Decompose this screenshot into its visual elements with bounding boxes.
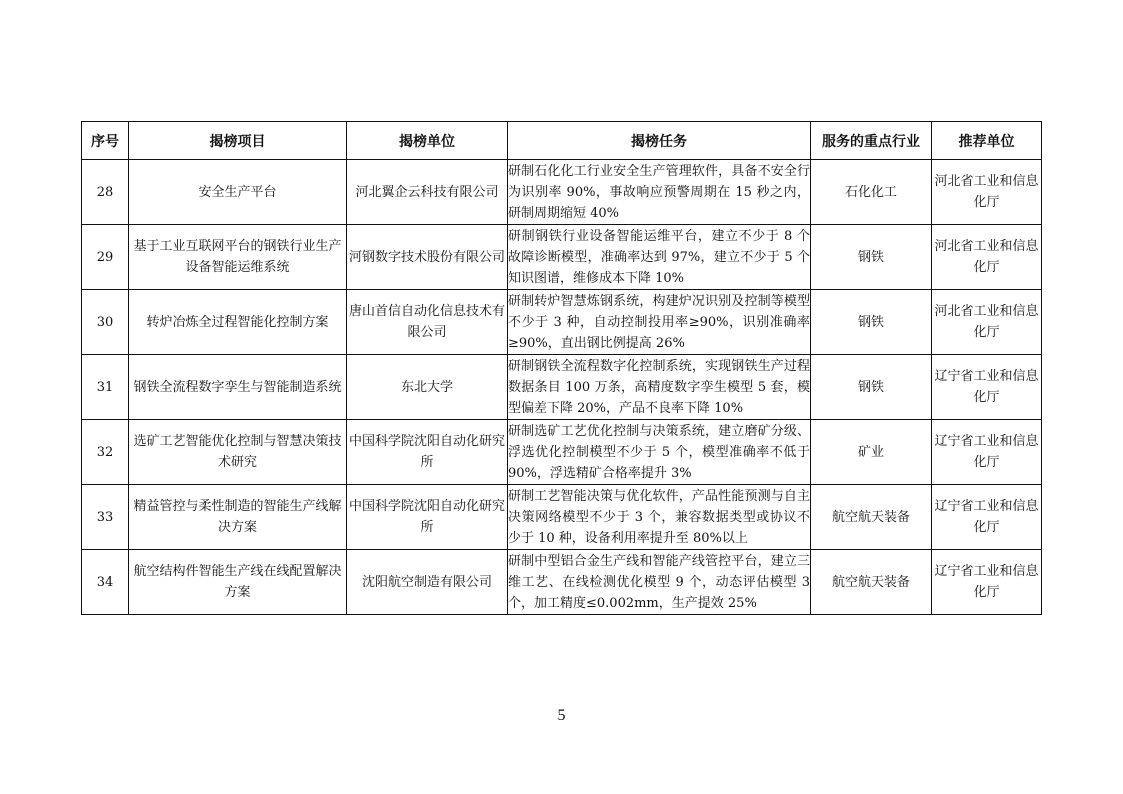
cell-unit: 唐山首信自动化信息技术有限公司 — [347, 290, 508, 355]
cell-no: 34 — [82, 550, 129, 615]
cell-no: 29 — [82, 225, 129, 290]
cell-task: 研制钢铁行业设备智能运维平台，建立不少于 8 个故障诊断模型，准确率达到 97%，建立不少于 5 个知识图谱，维修成本下降 10% — [508, 225, 811, 290]
cell-recommender: 辽宁省工业和信息化厅 — [932, 550, 1042, 615]
cell-industry: 航空航天装备 — [811, 485, 932, 550]
header-no: 序号 — [82, 122, 129, 160]
cell-recommender: 河北省工业和信息化厅 — [932, 160, 1042, 225]
cell-unit: 沈阳航空制造有限公司 — [347, 550, 508, 615]
page-number: 5 — [557, 707, 566, 724]
cell-recommender: 辽宁省工业和信息化厅 — [932, 355, 1042, 420]
cell-unit: 河北翼企云科技有限公司 — [347, 160, 508, 225]
table-row — [82, 355, 1042, 420]
cell-unit: 中国科学院沈阳自动化研究所 — [347, 485, 508, 550]
table-row — [82, 290, 1042, 355]
cell-industry: 钢铁 — [811, 355, 932, 420]
challenge-table — [81, 121, 1042, 615]
cell-task: 研制钢铁全流程数字化控制系统，实现钢铁生产过程数据条目 100 万条，高精度数字孪生模型 5 套，模型偏差下降 20%，产品不良率下降 10% — [508, 355, 811, 420]
header-task: 揭榜任务 — [508, 122, 811, 160]
cell-industry: 矿业 — [811, 420, 932, 485]
cell-industry: 钢铁 — [811, 290, 932, 355]
header-project: 揭榜项目 — [129, 122, 347, 160]
table-header-row — [82, 122, 1042, 160]
table-row — [82, 225, 1042, 290]
table-row — [82, 420, 1042, 485]
cell-unit: 河钢数字技术股份有限公司 — [347, 225, 508, 290]
cell-task: 研制工艺智能决策与优化软件，产品性能预测与自主决策网络模型不少于 3 个，兼容数据类型或协议不少于 10 种，设备利用率提升至 80%以上 — [508, 485, 811, 550]
cell-task: 研制中型铝合金生产线和智能产线管控平台，建立三维工艺、在线检测优化模型 9 个，动态评估模型 3 个，加工精度≤0.002mm，生产提效 25% — [508, 550, 811, 615]
cell-project: 钢铁全流程数字孪生与智能制造系统 — [129, 355, 347, 420]
cell-recommender: 河北省工业和信息化厅 — [932, 290, 1042, 355]
cell-project: 转炉冶炼全过程智能化控制方案 — [129, 290, 347, 355]
table-row — [82, 485, 1042, 550]
cell-project: 安全生产平台 — [129, 160, 347, 225]
cell-no: 31 — [82, 355, 129, 420]
header-recommender: 推荐单位 — [932, 122, 1042, 160]
cell-unit: 东北大学 — [347, 355, 508, 420]
header-unit: 揭榜单位 — [347, 122, 508, 160]
cell-recommender: 辽宁省工业和信息化厅 — [932, 485, 1042, 550]
cell-project: 精益管控与柔性制造的智能生产线解决方案 — [129, 485, 347, 550]
cell-no: 32 — [82, 420, 129, 485]
cell-task: 研制转炉智慧炼钢系统，构建炉况识别及控制等模型不少于 3 种，自动控制投用率≥90%，识别准确率≥90%，直出钢比例提高 26% — [508, 290, 811, 355]
header-industry: 服务的重点行业 — [811, 122, 932, 160]
cell-task: 研制选矿工艺优化控制与决策系统，建立磨矿分级、浮选优化控制模型不少于 5 个，模型准确率不低于 90%，浮选精矿合格率提升 3% — [508, 420, 811, 485]
table-row — [82, 550, 1042, 615]
cell-industry: 钢铁 — [811, 225, 932, 290]
table-row — [82, 160, 1042, 225]
cell-unit: 中国科学院沈阳自动化研究所 — [347, 420, 508, 485]
cell-project: 基于工业互联网平台的钢铁行业生产设备智能运维系统 — [129, 225, 347, 290]
cell-project: 选矿工艺智能优化控制与智慧决策技术研究 — [129, 420, 347, 485]
cell-industry: 石化化工 — [811, 160, 932, 225]
cell-recommender: 辽宁省工业和信息化厅 — [932, 420, 1042, 485]
cell-task: 研制石化化工行业安全生产管理软件，具备不安全行为识别率 90%，事故响应预警周期在 15 秒之内，研制周期缩短 40% — [508, 160, 811, 225]
cell-no: 28 — [82, 160, 129, 225]
cell-recommender: 河北省工业和信息化厅 — [932, 225, 1042, 290]
cell-no: 33 — [82, 485, 129, 550]
cell-project: 航空结构件智能生产线在线配置解决方案 — [129, 550, 347, 615]
cell-industry: 航空航天装备 — [811, 550, 932, 615]
cell-no: 30 — [82, 290, 129, 355]
